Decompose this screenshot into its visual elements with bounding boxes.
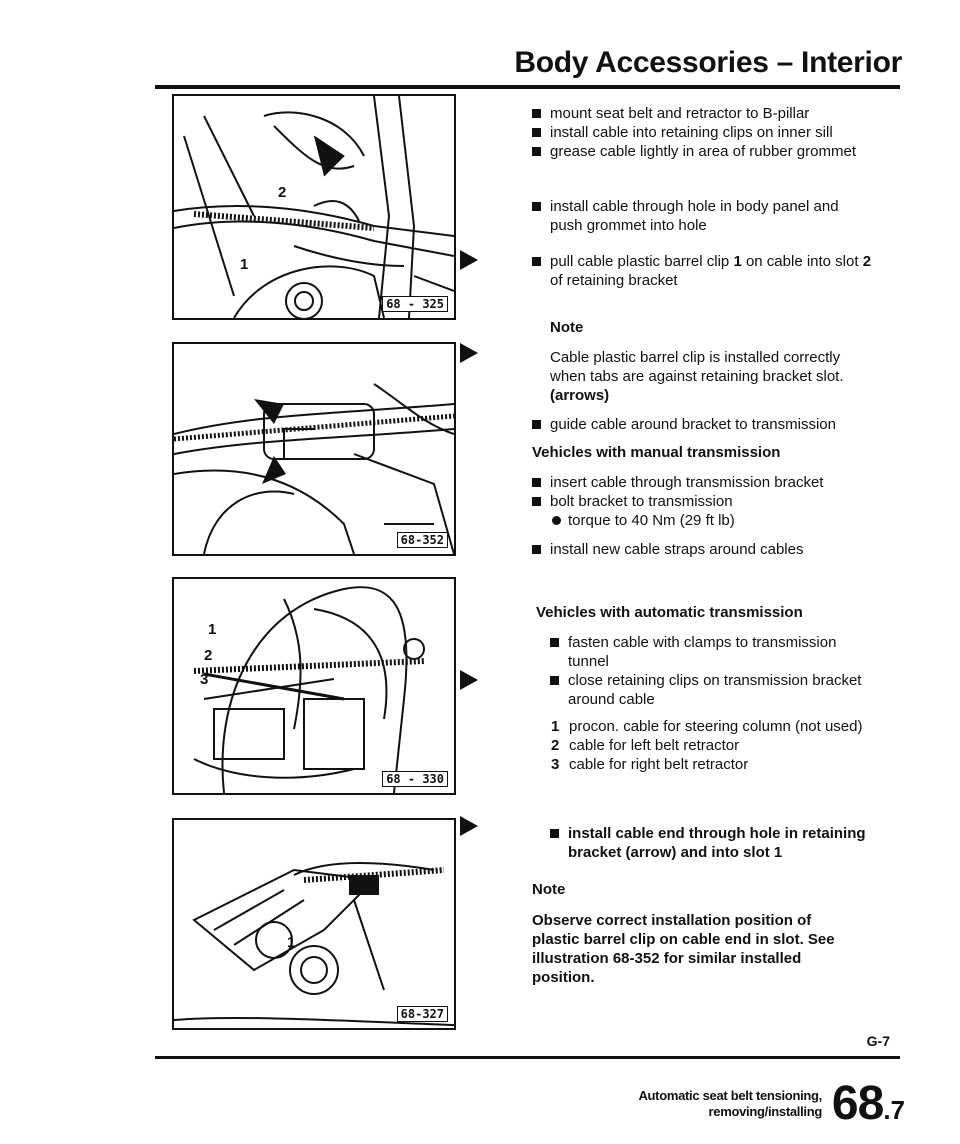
callout-2: 2 — [278, 184, 287, 201]
step-item: install cable end through hole in retaining bracket (arrow) and into slot 1 — [550, 824, 872, 862]
step-item: pull cable plastic barrel clip 1 on cable into slot 2 of retaining bracket — [532, 252, 872, 290]
steps-group-automatic — [550, 633, 872, 709]
figure-label: 68 - 330 — [382, 771, 448, 787]
page-code: G-7 — [866, 1033, 890, 1049]
step-item: guide cable around bracket to transmission — [532, 415, 872, 434]
step-item: fasten cable with clamps to transmission tunnel — [550, 633, 872, 671]
illustration-b-pillar — [174, 96, 454, 318]
footer-caption: Automatic seat belt tensioning, removing/installing — [638, 1088, 822, 1119]
note-text: Cable plastic barrel clip is installed correctly when tabs are against retaining bracket slot. (arrows) — [550, 349, 844, 404]
page-number: 68.7 — [831, 1077, 905, 1130]
callout-1: 1 — [208, 621, 217, 638]
page-title: Body Accessories – Interior — [514, 46, 902, 79]
figure-label: 68-352 — [397, 532, 448, 548]
legend-item: 1 procon. cable for steering column (not used) — [551, 718, 863, 735]
footer-rule — [155, 1056, 900, 1059]
step-item: bolt bracket to transmission — [532, 492, 872, 511]
step-item: install new cable straps around cables — [532, 540, 872, 559]
sub-step-item: torque to 40 Nm (29 ft lb) — [532, 511, 872, 530]
steps-group-1 — [532, 104, 872, 161]
note-text: Observe correct installation position of plastic barrel clip on cable end in slot. See illustration 68-352 for similar installed position. — [532, 912, 835, 986]
illustration-transmission-tunnel — [174, 579, 454, 793]
pointer-arrow — [460, 670, 478, 690]
legend-item: 2 cable for left belt retractor — [551, 737, 740, 754]
figure-68-325 — [172, 94, 456, 320]
section-heading-automatic: Vehicles with automatic transmission — [536, 604, 803, 621]
steps-group-manual — [532, 473, 872, 530]
step-item: grease cable lightly in area of rubber grommet — [532, 142, 872, 161]
figure-label: 68 - 325 — [382, 296, 448, 312]
step-item: install cable through hole in body panel and push grommet into hole — [532, 197, 872, 235]
callout-legend — [551, 717, 871, 774]
step-item: insert cable through transmission bracket — [532, 473, 872, 492]
callout-2: 2 — [204, 647, 213, 664]
section-heading-manual: Vehicles with manual transmission — [532, 444, 781, 461]
note-heading: Note — [532, 881, 566, 898]
callout-3: 3 — [200, 671, 209, 688]
figure-68-327 — [172, 818, 456, 1030]
step-item: install cable into retaining clips on inner sill — [532, 123, 872, 142]
figure-label: 68-327 — [397, 1006, 448, 1022]
illustration-retaining-bracket — [174, 820, 454, 1028]
legend-item: 3 cable for right belt retractor — [551, 756, 749, 773]
pointer-arrow — [460, 343, 478, 363]
pointer-arrow — [460, 250, 478, 270]
callout-1: 1 — [240, 256, 249, 273]
callout-1: 1 — [287, 934, 296, 951]
pointer-arrow — [460, 816, 478, 836]
note-heading: Note — [550, 319, 584, 336]
step-item: mount seat belt and retractor to B-pillar — [532, 104, 872, 123]
step-item: close retaining clips on transmission bracket around cable — [550, 671, 872, 709]
figure-68-330 — [172, 577, 456, 795]
figure-68-352 — [172, 342, 456, 556]
header-rule — [155, 85, 900, 89]
illustration-barrel-clip — [174, 344, 454, 554]
